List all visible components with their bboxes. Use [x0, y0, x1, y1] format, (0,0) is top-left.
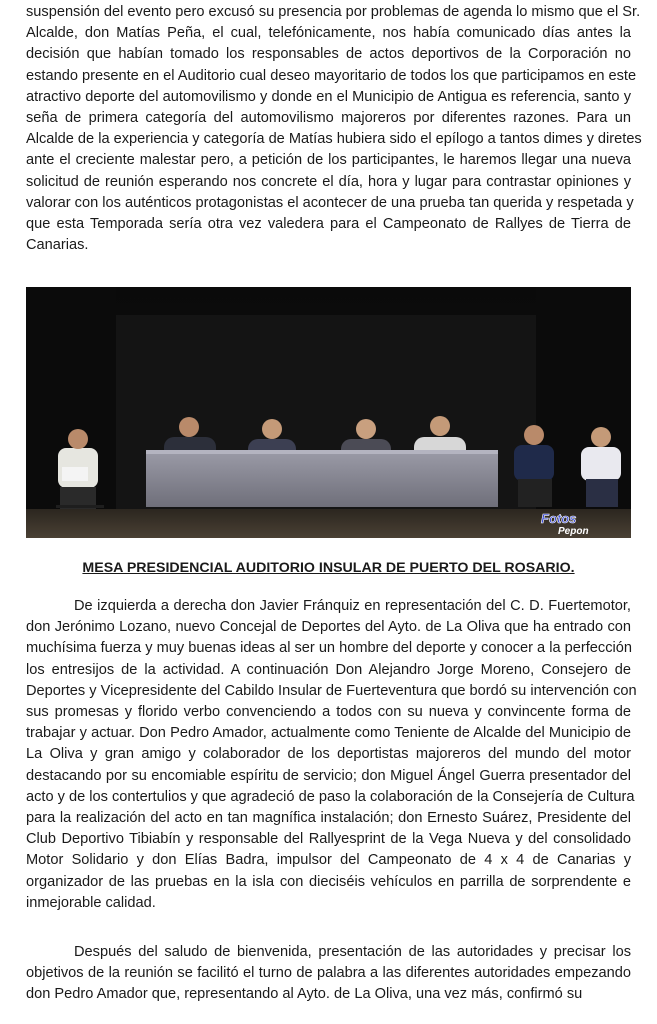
text-line: para la realización del acto en tan magnífica instalación; don Ernesto Suárez, Presidente del — [26, 810, 631, 827]
text-line: suspensión del evento pero excusó su presencia por problemas de agenda lo mismo que el Sr. — [26, 4, 641, 20]
photo-caption: MESA PRESIDENCIAL AUDITORIO INSULAR DE PUERTO DEL ROSARIO. — [82, 560, 575, 576]
text-line: los entresijos de la actividad. A continuación Don Alejandro Jorge Moreno, Consejero de — [26, 661, 631, 678]
text-line: destacando por su encomiable espíritu de servicio; don Miguel Ángel Guerra presentador del — [26, 767, 631, 784]
text-line: acto y de los contertulios y que agradeció de paso la colaboración de la Consejería de Cultura — [26, 788, 635, 805]
text-line: ante el creciente malestar pero, a petición de los participantes, le haremos llegar una nueva — [26, 152, 631, 169]
text-line: Alcalde, don Matías Peña, el cual, telefónicamente, nos había comunicado días antes la — [26, 25, 631, 42]
text-line: estando presente en el Auditorio cual deseo mayoritario de todos los que participamos en este — [26, 67, 637, 84]
text-line: valorar con los auténticos protagonistas el acontecer de una prueba tan querida y respetada y — [26, 194, 634, 211]
text-line: objetivos de la reunión se facilitó el turno de palabra a las diferentes autoridades empezando — [26, 965, 631, 982]
text-line: organizador de las pruebas en la isla con dieciséis vehículos en parrilla de sorprendente e — [26, 873, 631, 890]
paragraph-2 — [26, 596, 637, 914]
text-line: Motor Solidario y don Elías Badra, impulsor del Campeonato de 4 x 4 de Canarias y — [26, 852, 631, 869]
text-line: De izquierda a derecha don Javier Fránquiz en representación del C. D. Fuertemotor, — [74, 598, 631, 614]
text-line: seña de primera categoría del automovilismo majoreros por diferentes razones. Para un — [26, 110, 631, 127]
text-line: que esta Temporada sería otra vez valedera para el Campeonato de Rallyes de Tierra de — [26, 216, 631, 233]
paragraph-3 — [26, 942, 631, 1006]
text-line: trabajar y actuar. Don Pedro Amador, actualmente como Teniente de Alcalde del Municipio de — [26, 725, 631, 742]
text-line: Deportes y Vicepresidente del Cabildo Insular de Fuerteventura que bordó su intervención con — [26, 682, 637, 699]
text-line: sus promesas y florido verbo convenciendo a todos con su nueva y convincente forma de — [26, 704, 631, 721]
text-line: atractivo deporte del automovilismo y donde en el Municipio de Antigua es referencia, santo y — [26, 88, 631, 105]
text-line: don Jerónimo Lozano, nuevo Concejal de Deportes del Ayto. de La Oliva que ha entrado con — [26, 619, 631, 636]
svg-text:Fotos: Fotos — [541, 511, 577, 526]
text-line: Canarias. — [26, 237, 89, 254]
text-line: solicitud de reunión esperando nos concrete el día, hora y lugar para contrastar opiniones y — [26, 173, 631, 190]
text-line: Alcalde de la experiencia y categoría de Matías hubiera sido el epílogo a tantos dimes y diretes — [26, 131, 642, 148]
event-photo — [26, 287, 631, 538]
stage-panel-scene — [26, 287, 631, 538]
text-line: don Pedro Amador que, representando al Ayto. de La Oliva, una vez más, confirmó su — [26, 986, 583, 1003]
text-line: Club Deportivo Tibiabín y responsable del Rallyesprint de la Vega Nueva y del consolidado — [26, 831, 631, 848]
text-line: Después del saludo de bienvenida, presentación de las autoridades y precisar los — [74, 944, 631, 960]
text-line: decisión que habían tomado los responsables de actos deportivos de la Corporación no — [26, 46, 631, 63]
text-line: La Oliva y gran amigo y colaborador de los deportistas majoreros del mundo del motor — [26, 746, 631, 763]
text-line: muchísima fuerza y muy buenas ideas al ser un hombre del deporte y conocer a la perfección — [26, 640, 632, 657]
paragraph-1 — [26, 2, 642, 256]
presidential-table — [146, 452, 498, 507]
svg-text:Pepon: Pepon — [558, 526, 589, 537]
text-line: inmejorable calidad. — [26, 894, 156, 911]
